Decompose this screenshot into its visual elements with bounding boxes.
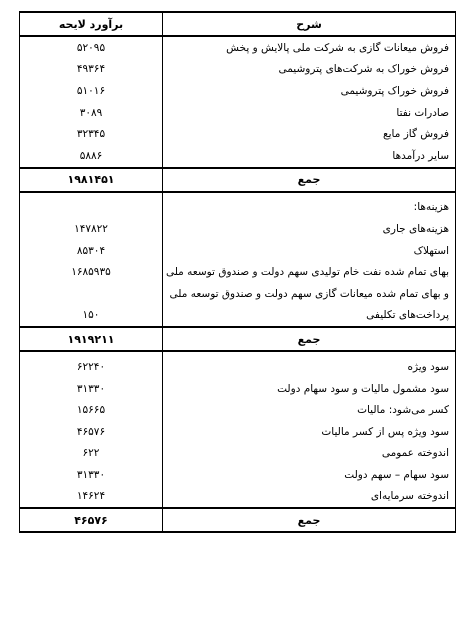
- total-label: جمع: [163, 508, 456, 532]
- row-amount: ۴۶۵۷۶: [20, 421, 163, 443]
- row-amount: ۵۸۸۶: [20, 145, 163, 168]
- row-description: سود مشمول مالیات و سود سهام دولت: [163, 378, 456, 400]
- row-amount: ۳۱۳۳۰: [20, 378, 163, 400]
- row-amount: ۵۲۰۹۵: [20, 36, 163, 59]
- profit-total-row: [20, 508, 456, 532]
- total-amount: ۴۶۵۷۶: [20, 508, 163, 532]
- table-row: [20, 59, 456, 81]
- table-row: [20, 261, 456, 283]
- row-description: سایر درآمدها: [163, 145, 456, 168]
- table-row: [20, 305, 456, 328]
- section-heading: هزینه‌ها:: [163, 197, 456, 219]
- table-row: [20, 486, 456, 509]
- total-label: جمع: [163, 168, 456, 192]
- row-amount: ۱۴۷۸۲۲: [20, 218, 163, 240]
- row-description: سود ویژه: [163, 356, 456, 378]
- row-amount: ۱۴۶۲۴: [20, 486, 163, 509]
- revenues-total-row: [20, 168, 456, 192]
- row-description: سود سهام – سهم دولت: [163, 464, 456, 486]
- table-row: [20, 80, 456, 102]
- table-row: [20, 218, 456, 240]
- table-row: [20, 443, 456, 465]
- table-row: [20, 378, 456, 400]
- row-description: صادرات نفتا: [163, 102, 456, 124]
- description-header: شرح: [163, 12, 456, 36]
- row-amount: ۶۲۲۴۰: [20, 356, 163, 378]
- table-row: [20, 240, 456, 262]
- row-description: هزینه‌های جاری: [163, 218, 456, 240]
- row-description: فروش میعانات گازی به شرکت ملی پالایش و پخش: [163, 36, 456, 59]
- row-description: فروش خوراک پتروشیمی: [163, 80, 456, 102]
- row-amount: ۳۰۸۹: [20, 102, 163, 124]
- table-row: [20, 283, 456, 305]
- row-amount: ۶۲۲: [20, 443, 163, 465]
- row-description: فروش گاز مایع: [163, 123, 456, 145]
- table-row: [20, 421, 456, 443]
- row-amount: [20, 283, 163, 305]
- row-amount: [20, 197, 163, 219]
- row-description: اندوخته سرمایه‌ای: [163, 486, 456, 509]
- total-label: جمع: [163, 327, 456, 351]
- table-row: [20, 145, 456, 168]
- row-amount: ۸۵۳۰۴: [20, 240, 163, 262]
- table-row: [20, 102, 456, 124]
- row-description: پرداخت‌های تکلیفی: [163, 305, 456, 328]
- row-amount: ۳۲۳۴۵: [20, 123, 163, 145]
- table-row: [20, 399, 456, 421]
- row-description: بهای تمام شده نفت خام تولیدی سهم دولت و صندوق توسعه ملی: [163, 261, 456, 283]
- row-amount: ۵۱۰۱۶: [20, 80, 163, 102]
- row-description: اندوخته عمومی: [163, 443, 456, 465]
- budget-table: [19, 11, 456, 533]
- row-amount: ۱۵۰: [20, 305, 163, 328]
- total-amount: ۱۹۱۹۲۱۱: [20, 327, 163, 351]
- row-description: و بهای تمام شده میعانات گازی سهم دولت و صندوق توسعه ملی: [163, 283, 456, 305]
- table-row: [20, 36, 456, 59]
- table-header: [20, 12, 456, 36]
- table-row: [20, 356, 456, 378]
- row-description: سود ویژه پس از کسر مالیات: [163, 421, 456, 443]
- row-description: استهلاک: [163, 240, 456, 262]
- table-row: [20, 464, 456, 486]
- table-row: [20, 123, 456, 145]
- costs-total-row: [20, 327, 456, 351]
- amount-header: برآورد لایحه: [20, 12, 163, 36]
- row-description: فروش خوراک به شرکت‌های پتروشیمی: [163, 59, 456, 81]
- table-row: [20, 197, 456, 219]
- total-amount: ۱۹۸۱۴۵۱: [20, 168, 163, 192]
- row-amount: ۱۶۸۵۹۳۵: [20, 261, 163, 283]
- row-description: کسر می‌شود: مالیات: [163, 399, 456, 421]
- row-amount: ۱۵۶۶۵: [20, 399, 163, 421]
- row-amount: ۳۱۳۳۰: [20, 464, 163, 486]
- row-amount: ۴۹۳۶۴: [20, 59, 163, 81]
